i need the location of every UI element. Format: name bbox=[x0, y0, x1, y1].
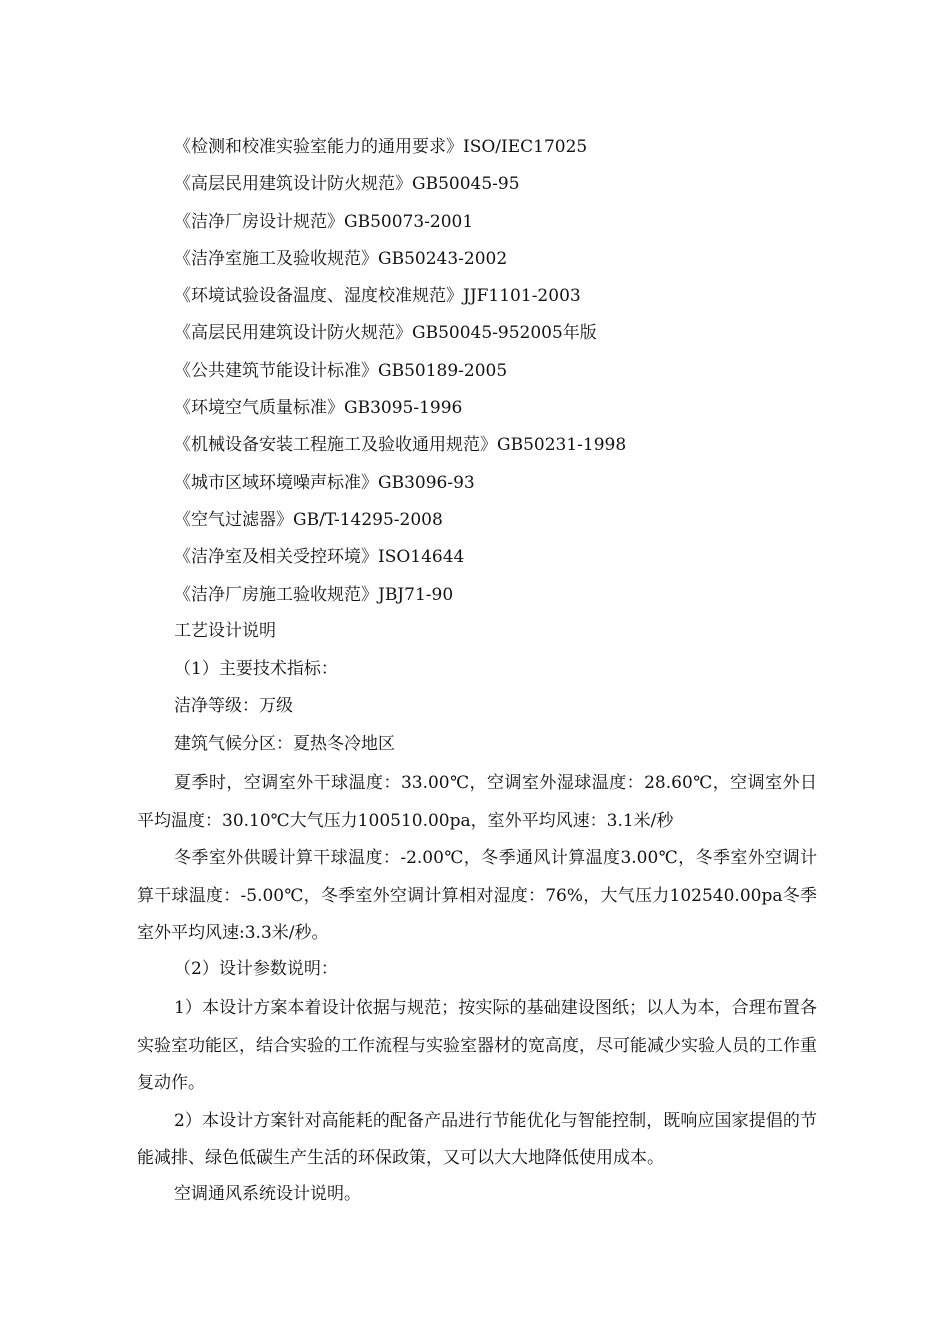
reference-item: 《洁净室施工及验收规范》GB50243-2002 bbox=[174, 248, 508, 269]
tech-indicators-heading: （1）主要技术指标： bbox=[174, 658, 338, 679]
reference-item: 《洁净厂房施工验收规范》JBJ71-90 bbox=[174, 584, 454, 605]
design-params-heading: （2）设计参数说明： bbox=[174, 958, 338, 979]
hvac-design-title: 空调通风系统设计说明。 bbox=[174, 1183, 361, 1204]
design-param-2: 2）本设计方案针对高能耗的配备产品进行节能优化与智能控制，既响应国家提倡的节能减排、绿色低碳生产生活的环保政策，又可以大大地降低使用成本。 bbox=[137, 1110, 817, 1168]
clean-level: 洁净等级：万级 bbox=[174, 696, 293, 716]
reference-item: 《洁净室及相关受控环境》ISO14644 bbox=[174, 547, 465, 568]
reference-item: 《高层民用建筑设计防火规范》GB50045-952005年版 bbox=[174, 323, 597, 344]
winter-conditions: 冬季室外供暖计算干球温度：-2.00℃，冬季通风计算温度3.00℃，冬季室外空调计算干球温度：-5.00℃，冬季室外空调计算相对湿度：76%，大气压力102540.00pa冬季室外平均风速:3.3米/秒。 bbox=[137, 848, 817, 943]
reference-item: 《检测和校准实验室能力的通用要求》ISO/IEC17025 bbox=[174, 137, 588, 157]
summer-conditions: 夏季时，空调室外干球温度：33.00℃，空调室外湿球温度：28.60℃，空调室外日平均温度：30.10℃大气压力100510.00pa，室外平均风速：3.1米/秒 bbox=[137, 773, 817, 831]
reference-item: 《环境空气质量标准》GB3095-1996 bbox=[174, 398, 463, 419]
reference-list bbox=[174, 132, 834, 617]
reference-item: 《洁净厂房设计规范》GB50073-2001 bbox=[174, 211, 474, 232]
reference-item: 《环境试验设备温度、湿度校准规范》JJF1101-2003 bbox=[174, 286, 581, 307]
process-design-title: 工艺设计说明 bbox=[174, 621, 276, 641]
reference-item: 《机械设备安装工程施工及验收通用规范》GB50231-1998 bbox=[174, 435, 627, 456]
reference-item: 《高层民用建筑设计防火规范》GB50045-95 bbox=[174, 174, 520, 195]
reference-item: 《城市区域环境噪声标准》GB3096-93 bbox=[174, 472, 475, 493]
design-param-1: 1）本设计方案本着设计依据与规范；按实际的基础建设图纸；以人为本，合理布置各实验室功能区，结合实验的工作流程与实验室器材的宽高度，尽可能减少实验人员的工作重复动作。 bbox=[137, 998, 817, 1093]
body-text bbox=[137, 615, 817, 1215]
reference-item: 《空气过滤器》GB/T-14295-2008 bbox=[174, 509, 443, 530]
climate-zone: 建筑气候分区：夏热冬冷地区 bbox=[174, 733, 395, 754]
reference-item: 《公共建筑节能设计标准》GB50189-2005 bbox=[174, 360, 508, 381]
